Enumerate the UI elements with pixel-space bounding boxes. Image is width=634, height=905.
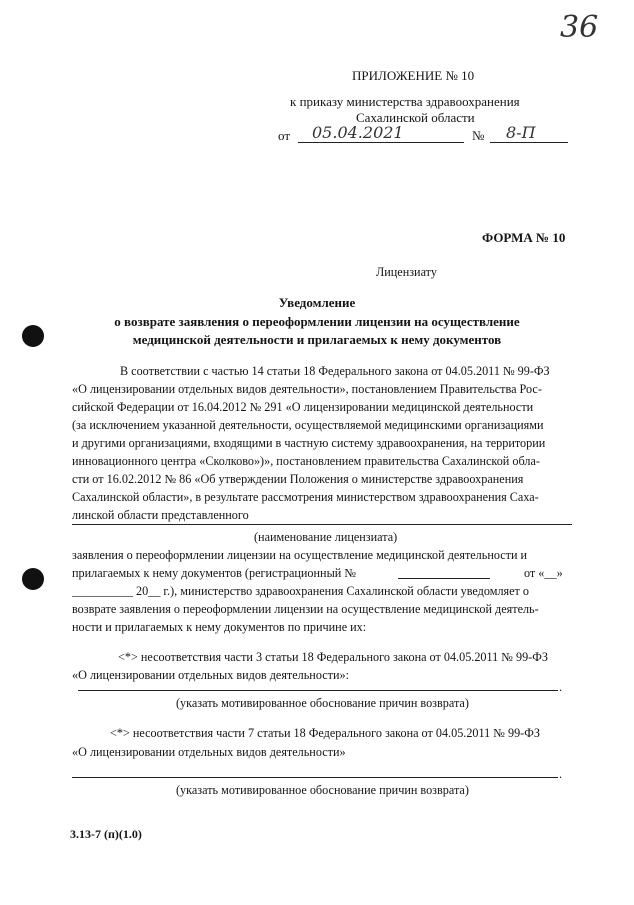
footer-code: 3.13-7 (п)(1.0) (70, 827, 142, 841)
p1-line: В соответствии с частью 14 статьи 18 Федерального закона от 04.05.2011 № 99-ФЗ (120, 364, 550, 378)
reason1-line1: <*> несоответствия части 3 статьи 18 Федерального закона от 04.05.2011 № 99-ФЗ (118, 650, 548, 664)
form-number: ФОРМА № 10 (482, 230, 566, 245)
reason1-line2: «О лицензировании отдельных видов деятельности»: (72, 668, 349, 682)
appendix-number-label: № (472, 128, 485, 143)
p1-line: линской области представленного (72, 508, 249, 522)
p2-line5: ности и прилагаемых к нему документов по причине их: (72, 620, 367, 634)
p1-line: и другими организациями, входящими в частную систему здравоохранения, на территории (72, 436, 546, 450)
p2-line4: возврате заявления о переоформлении лицензии на осуществление медицинской деятель- (72, 602, 539, 616)
appendix-line2: Сахалинской области (356, 110, 475, 125)
date-underline (298, 142, 464, 143)
registration-number-field[interactable] (398, 578, 490, 579)
p2-line3: __________ 20__ г.), министерство здравоохранения Сахалинской области уведомляет о (72, 584, 530, 598)
appendix-title: ПРИЛОЖЕНИЕ № 10 (352, 68, 475, 83)
reason1-dot: . (559, 680, 563, 694)
p1-line: сийской Федерации от 16.04.2012 № 291 «О лицензировании медицинской деятельности (72, 400, 534, 414)
appendix-from-label: от (278, 128, 291, 143)
reason1-justification-line[interactable] (78, 690, 558, 691)
p1-line: сти от 16.02.2012 № 86 «Об утверждении Положения о министерстве здравоохранения (72, 472, 524, 486)
p2-line2b: от «__» (524, 566, 563, 580)
p1-line: (за исключением указанной деятельности, осуществляемой медицинскими организациями (72, 418, 544, 432)
reason2-line2: «О лицензировании отдельных видов деятельности» (72, 745, 346, 759)
reason2-caption: (указать мотивированное обоснование причин возврата) (176, 783, 469, 797)
p1-line: Сахалинской области», в результате рассмотрения министерством здравоохранения Саха- (72, 490, 539, 504)
licensee-name-line[interactable] (72, 524, 572, 525)
p2-line2a: прилагаемых к нему документов (регистрационный № (72, 566, 356, 580)
appendix-date: 05.04.2021 (312, 123, 404, 142)
heading-line1: Уведомление (278, 295, 356, 310)
addressee: Лицензиату (376, 265, 437, 279)
number-underline (490, 142, 568, 143)
reason1-caption: (указать мотивированное обоснование причин возврата) (176, 696, 469, 710)
p1-line: «О лицензировании отдельных видов деятельности», постановлением Правительства Рос- (72, 382, 542, 396)
heading-line3: медицинской деятельности и прилагаемых к нему документов (132, 332, 502, 347)
page-number: 36 (560, 10, 599, 45)
reason2-dot: . (559, 767, 563, 781)
reason2-justification-line[interactable] (72, 777, 558, 778)
p1-line: инновационного центра «Сколково»)», постановлением правительства Сахалинской обла- (72, 454, 540, 468)
heading-line2: о возврате заявления о переоформлении лицензии на осуществление (114, 314, 520, 329)
paragraph-1 (72, 362, 582, 524)
appendix-line1: к приказу министерства здравоохранения (290, 94, 520, 109)
reason2-line1: <*> несоответствия части 7 статьи 18 Федерального закона от 04.05.2011 № 99-ФЗ (110, 726, 540, 740)
appendix-number: 8-П (506, 123, 536, 142)
punch-hole-bottom (22, 568, 44, 590)
p2-line1: заявления о переоформлении лицензии на осуществление медицинской деятельности и (72, 548, 528, 562)
licensee-caption: (наименование лицензиата) (254, 530, 398, 544)
